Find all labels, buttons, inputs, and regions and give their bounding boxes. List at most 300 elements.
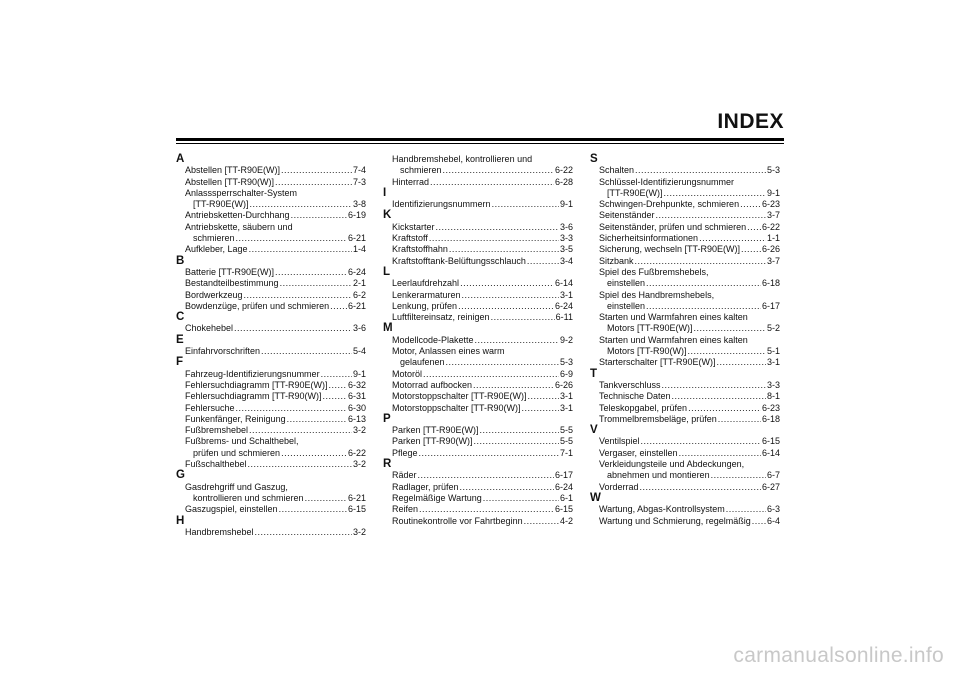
section-letter: L bbox=[383, 265, 391, 278]
entry-term: Fehlersuchdiagramm [TT-R90E(W)] bbox=[185, 379, 328, 390]
index-entry bbox=[383, 199, 573, 210]
dot-leader bbox=[717, 357, 766, 368]
page-number: 5-5 bbox=[559, 436, 573, 447]
page-number: 3-2 bbox=[352, 459, 366, 470]
entry-term: Fußschalthebel bbox=[185, 459, 247, 470]
index-entry bbox=[383, 346, 573, 369]
index-entry bbox=[590, 391, 780, 402]
entry-term: Lenkerarmaturen bbox=[392, 289, 461, 300]
page-number: 6-15 bbox=[761, 436, 780, 447]
entry-text: Spiel des Handbremshebels, bbox=[599, 289, 715, 300]
page-number: 6-22 bbox=[554, 165, 573, 176]
page-number: 6-22 bbox=[347, 447, 366, 458]
entry-term: Sicherung, wechseln [TT-R90E(W)] bbox=[599, 244, 741, 255]
index-entry bbox=[383, 470, 573, 481]
page-number: 6-14 bbox=[761, 447, 780, 458]
page-number: 6-18 bbox=[761, 278, 780, 289]
index-entry bbox=[383, 256, 573, 267]
entry-row bbox=[392, 380, 573, 391]
index-entry bbox=[590, 222, 780, 233]
index-entry bbox=[383, 312, 573, 323]
index-entry bbox=[176, 222, 366, 245]
dot-leader bbox=[640, 482, 761, 493]
entry-term: Wartung und Schmierung, regelmäßig bbox=[599, 515, 751, 526]
entry-term: kontrollieren und schmieren bbox=[193, 492, 304, 503]
section-letter: V bbox=[590, 424, 598, 437]
dot-leader bbox=[740, 199, 761, 210]
entry-term: Tankverschluss bbox=[599, 379, 661, 390]
dot-leader bbox=[641, 436, 761, 447]
dot-leader bbox=[321, 369, 352, 380]
section-letter: M bbox=[383, 322, 393, 335]
dot-leader bbox=[672, 391, 766, 402]
page-number: 5-3 bbox=[559, 357, 573, 368]
entry-row bbox=[599, 436, 780, 447]
dot-leader bbox=[250, 199, 352, 210]
entry-term: Seitenständer, prüfen und schmieren bbox=[599, 221, 747, 232]
entry-row bbox=[392, 482, 573, 493]
entry-row bbox=[185, 391, 366, 402]
section-letter: T bbox=[590, 367, 598, 380]
dot-leader bbox=[711, 470, 766, 481]
index-entry bbox=[590, 380, 780, 391]
entry-row bbox=[185, 414, 366, 425]
dot-leader bbox=[492, 199, 559, 210]
entry-text: Anlasssperrschalter-System bbox=[185, 187, 298, 198]
entry-row bbox=[599, 482, 780, 493]
entry-term: Leerlaufdrehzahl bbox=[392, 278, 460, 289]
index-entry bbox=[176, 210, 366, 221]
section-letter: C bbox=[176, 311, 185, 324]
entry-row bbox=[185, 177, 366, 188]
page-number: 3-1 bbox=[559, 289, 573, 300]
index-entry bbox=[590, 210, 780, 221]
entry-row bbox=[599, 165, 780, 176]
entry-row bbox=[185, 290, 366, 301]
page-number: 6-15 bbox=[347, 504, 366, 515]
dot-leader bbox=[244, 290, 352, 301]
entry-term: Abstellen [TT-R90E(W)] bbox=[185, 165, 281, 176]
entry-term: einstellen bbox=[607, 278, 646, 289]
page-number: 3-1 bbox=[559, 402, 573, 413]
entry-term: Fehlersuche bbox=[185, 402, 235, 413]
entry-term: Schwingen-Drehpunkte, schmieren bbox=[599, 199, 740, 210]
index-entry bbox=[383, 403, 573, 414]
index-entry bbox=[176, 391, 366, 402]
entry-row bbox=[392, 312, 573, 323]
entry-row bbox=[599, 278, 780, 289]
index-entry bbox=[590, 403, 780, 414]
entry-term: Teleskopgabel, prüfen bbox=[599, 402, 688, 413]
index-entry bbox=[176, 403, 366, 414]
dot-leader bbox=[281, 165, 352, 176]
page-number: 6-13 bbox=[347, 413, 366, 424]
page-number: 3-1 bbox=[766, 357, 780, 368]
page-number: 3-3 bbox=[559, 233, 573, 244]
page-number: 5-5 bbox=[559, 425, 573, 436]
entry-row bbox=[392, 436, 573, 447]
entry-term: Motorstoppschalter [TT-R90E(W)] bbox=[392, 391, 527, 402]
page-number: 6-19 bbox=[347, 210, 366, 221]
entry-term: Handbremshebel bbox=[185, 526, 254, 537]
entry-row bbox=[599, 448, 780, 459]
entry-term: Technische Daten bbox=[599, 391, 671, 402]
entry-term: Modellcode-Plakette bbox=[392, 334, 474, 345]
dot-leader bbox=[462, 290, 559, 301]
dot-leader bbox=[275, 177, 352, 188]
index-entry bbox=[383, 482, 573, 493]
dot-leader bbox=[436, 222, 559, 233]
entry-text: Motor, Anlassen eines warm bbox=[392, 346, 505, 357]
page-number: 6-24 bbox=[554, 300, 573, 311]
entry-term: Parken [TT-R90(W)] bbox=[392, 436, 473, 447]
entry-row bbox=[599, 188, 780, 199]
index-entry bbox=[176, 504, 366, 515]
index-entry bbox=[383, 448, 573, 459]
entry-row bbox=[392, 504, 573, 515]
dot-leader bbox=[287, 414, 347, 425]
page-number: 6-2 bbox=[352, 289, 366, 300]
entry-row bbox=[599, 414, 780, 425]
entry-row bbox=[392, 493, 573, 504]
index-entry bbox=[590, 516, 780, 527]
index-entry bbox=[590, 290, 780, 313]
dot-leader bbox=[656, 210, 766, 221]
page-number: 3-7 bbox=[766, 210, 780, 221]
entry-term: Fehlersuchdiagramm [TT-R90(W)] bbox=[185, 391, 322, 402]
entry-row bbox=[392, 177, 573, 188]
dot-leader bbox=[726, 504, 766, 515]
entry-row bbox=[392, 165, 573, 176]
entry-term: [TT-R90E(W)] bbox=[607, 187, 663, 198]
entry-row bbox=[599, 210, 780, 221]
index-entry bbox=[383, 493, 573, 504]
dot-leader bbox=[688, 403, 761, 414]
dot-leader bbox=[261, 346, 352, 357]
page-number: 4-2 bbox=[559, 515, 573, 526]
dot-leader bbox=[280, 278, 352, 289]
index-entry bbox=[590, 357, 780, 368]
index-entry bbox=[590, 233, 780, 244]
index-entry bbox=[383, 369, 573, 380]
entry-text: Schlüssel-Identifizierungsnummer bbox=[599, 176, 735, 187]
page-number: 5-4 bbox=[352, 346, 366, 357]
index-entry bbox=[383, 425, 573, 436]
dot-leader bbox=[475, 335, 559, 346]
entry-term: Fahrzeug-Identifizierungsnummer bbox=[185, 368, 320, 379]
page-number: 3-6 bbox=[559, 221, 573, 232]
index-entry bbox=[590, 312, 780, 335]
dot-leader bbox=[662, 380, 766, 391]
dot-leader bbox=[664, 188, 766, 199]
entry-row bbox=[185, 233, 366, 244]
entry-row bbox=[392, 391, 573, 402]
entry-row bbox=[392, 448, 573, 459]
entry-row bbox=[599, 233, 780, 244]
entry-term: schmieren bbox=[193, 233, 235, 244]
page-number: 6-7 bbox=[766, 470, 780, 481]
page-number: 6-23 bbox=[761, 402, 780, 413]
entry-row bbox=[185, 278, 366, 289]
dot-leader bbox=[522, 403, 559, 414]
entry-row bbox=[392, 244, 573, 255]
entry-row bbox=[599, 346, 780, 357]
dot-leader bbox=[423, 369, 559, 380]
dot-leader bbox=[305, 493, 347, 504]
entry-row bbox=[185, 425, 366, 436]
index-entry bbox=[590, 482, 780, 493]
dot-leader bbox=[449, 244, 559, 255]
dot-leader bbox=[635, 165, 766, 176]
page-number: 3-2 bbox=[352, 425, 366, 436]
entry-term: Kraftstoff bbox=[392, 233, 428, 244]
entry-row bbox=[185, 380, 366, 391]
entry-term: prüfen und schmieren bbox=[193, 447, 281, 458]
entry-term: Aufkleber, Lage bbox=[185, 244, 248, 255]
page-number: 6-21 bbox=[347, 300, 366, 311]
entry-row bbox=[185, 301, 366, 312]
entry-term: Motors [TT-R90E(W)] bbox=[607, 323, 693, 334]
index-entry bbox=[383, 436, 573, 447]
page-number: 6-21 bbox=[347, 233, 366, 244]
entry-term: Vergaser, einstellen bbox=[599, 447, 678, 458]
dot-leader bbox=[747, 222, 761, 233]
page-number: 3-1 bbox=[559, 391, 573, 402]
entry-row bbox=[392, 357, 573, 368]
entry-term: Trommelbremsbeläge, prüfen bbox=[599, 413, 717, 424]
entry-row bbox=[392, 233, 573, 244]
entry-row bbox=[185, 323, 366, 334]
entry-term: abnehmen und montieren bbox=[607, 470, 710, 481]
entry-term: Bowdenzüge, prüfen und schmieren bbox=[185, 300, 330, 311]
dot-leader bbox=[635, 256, 766, 267]
entry-term: Schalten bbox=[599, 165, 635, 176]
section-letter: I bbox=[383, 186, 387, 199]
entry-term: Hinterrad bbox=[392, 176, 430, 187]
page-number: 3-6 bbox=[352, 323, 366, 334]
section-letter: P bbox=[383, 412, 391, 425]
page-number: 1-1 bbox=[766, 233, 780, 244]
dot-leader bbox=[249, 425, 352, 436]
index-entry bbox=[590, 459, 780, 482]
page-number: 6-9 bbox=[559, 368, 573, 379]
entry-row bbox=[392, 335, 573, 346]
entry-term: Radlager, prüfen bbox=[392, 481, 459, 492]
page-number: 2-1 bbox=[352, 278, 366, 289]
index-entry bbox=[383, 278, 573, 289]
index-entry bbox=[383, 335, 573, 346]
dot-leader bbox=[473, 380, 554, 391]
index-entry bbox=[383, 516, 573, 527]
entry-row bbox=[185, 504, 366, 515]
dot-leader bbox=[234, 323, 352, 334]
entry-text: Fußbrems- und Schalthebel, bbox=[185, 436, 299, 447]
entry-row bbox=[185, 527, 366, 538]
entry-term: Antriebsketten-Durchhang bbox=[185, 210, 290, 221]
section-letter: W bbox=[590, 491, 601, 504]
entry-term: Kraftstoffhahn bbox=[392, 244, 448, 255]
entry-term: Starterschalter [TT-R90E(W)] bbox=[599, 357, 716, 368]
dot-leader bbox=[275, 267, 347, 278]
page-number: 9-2 bbox=[559, 334, 573, 345]
entry-row bbox=[392, 403, 573, 414]
entry-term: Motoröl bbox=[392, 368, 423, 379]
page-number: 3-5 bbox=[559, 244, 573, 255]
entry-row bbox=[599, 222, 780, 233]
index-entry bbox=[176, 278, 366, 289]
entry-term: Reifen bbox=[392, 504, 419, 515]
entry-row bbox=[392, 290, 573, 301]
dot-leader bbox=[646, 278, 761, 289]
page-number: 6-15 bbox=[554, 504, 573, 515]
entry-term: Luftfiltereinsatz, reinigen bbox=[392, 312, 490, 323]
dot-leader bbox=[330, 301, 347, 312]
page-number: 6-4 bbox=[766, 515, 780, 526]
page-number: 9-1 bbox=[559, 199, 573, 210]
entry-term: Motorrad aufbocken bbox=[392, 379, 473, 390]
index-entry bbox=[176, 380, 366, 391]
entry-text: Starten und Warmfahren eines kalten bbox=[599, 312, 748, 323]
entry-term: Bestandteilbestimmung bbox=[185, 278, 279, 289]
entry-term: Einfahrvorschriften bbox=[185, 346, 261, 357]
page-number: 5-2 bbox=[766, 323, 780, 334]
entry-row bbox=[599, 301, 780, 312]
entry-row bbox=[185, 369, 366, 380]
entry-term: Routinekontrolle vor Fahrtbeginn bbox=[392, 515, 523, 526]
index-entry bbox=[383, 244, 573, 255]
index-entry bbox=[590, 504, 780, 515]
entry-row bbox=[599, 199, 780, 210]
index-entry bbox=[176, 346, 366, 357]
entry-row bbox=[185, 403, 366, 414]
index-entry bbox=[383, 301, 573, 312]
entry-term: einstellen bbox=[607, 300, 646, 311]
index-entry bbox=[383, 290, 573, 301]
entry-row bbox=[599, 470, 780, 481]
entry-term: Sicherheitsinformationen bbox=[599, 233, 699, 244]
dot-leader bbox=[236, 233, 347, 244]
page-number: 6-17 bbox=[554, 470, 573, 481]
index-entry bbox=[383, 380, 573, 391]
entry-text: Starten und Warmfahren eines kalten bbox=[599, 334, 748, 345]
header-rule-thin bbox=[176, 143, 784, 144]
entry-term: Fußbremshebel bbox=[185, 425, 249, 436]
dot-leader bbox=[491, 312, 555, 323]
page-number: 6-14 bbox=[554, 278, 573, 289]
entry-term: Räder bbox=[392, 470, 417, 481]
dot-leader bbox=[679, 448, 761, 459]
page-number: 3-2 bbox=[352, 526, 366, 537]
entry-term: Lenkung, prüfen bbox=[392, 300, 458, 311]
page-number: 3-3 bbox=[766, 379, 780, 390]
dot-leader bbox=[429, 233, 559, 244]
page-number: 3-7 bbox=[766, 255, 780, 266]
dot-leader bbox=[281, 448, 347, 459]
index-entry bbox=[176, 290, 366, 301]
entry-row bbox=[392, 256, 573, 267]
page-number: 3-8 bbox=[352, 199, 366, 210]
dot-leader bbox=[741, 244, 761, 255]
dot-leader bbox=[291, 210, 347, 221]
dot-leader bbox=[443, 165, 554, 176]
entry-row bbox=[392, 222, 573, 233]
entry-row bbox=[599, 516, 780, 527]
page-number: 6-24 bbox=[554, 481, 573, 492]
entry-term: Funkenfänger, Reinigung bbox=[185, 413, 286, 424]
header-rule bbox=[176, 138, 784, 141]
page-number: 1-4 bbox=[352, 244, 366, 255]
index-entry bbox=[590, 414, 780, 425]
dot-leader bbox=[419, 448, 559, 459]
index-entry bbox=[590, 267, 780, 290]
section-letter: B bbox=[176, 254, 185, 267]
index-entry bbox=[176, 323, 366, 334]
entry-row bbox=[185, 493, 366, 504]
index-entry bbox=[383, 233, 573, 244]
index-entry bbox=[176, 527, 366, 538]
entry-row bbox=[185, 346, 366, 357]
index-entry bbox=[590, 165, 780, 176]
index-entry bbox=[176, 177, 366, 188]
entry-row bbox=[599, 380, 780, 391]
entry-term: Regelmäßige Wartung bbox=[392, 492, 482, 503]
dot-leader bbox=[460, 278, 554, 289]
index-entry bbox=[176, 425, 366, 436]
entry-row bbox=[392, 278, 573, 289]
entry-term: Chokehebel bbox=[185, 323, 234, 334]
section-letter: F bbox=[176, 356, 184, 369]
index-entry bbox=[590, 448, 780, 459]
index-entry bbox=[176, 414, 366, 425]
page-number: 5-1 bbox=[766, 346, 780, 357]
entry-row bbox=[392, 199, 573, 210]
dot-leader bbox=[483, 493, 559, 504]
index-column-3 bbox=[590, 154, 780, 527]
entry-term: gelaufenen bbox=[400, 357, 445, 368]
dot-leader bbox=[524, 516, 559, 527]
page-number: 6-32 bbox=[347, 379, 366, 390]
dot-leader bbox=[480, 425, 559, 436]
page-number: 6-22 bbox=[761, 221, 780, 232]
page-number: 6-26 bbox=[761, 244, 780, 255]
page-number: 6-23 bbox=[761, 199, 780, 210]
index-entry bbox=[383, 222, 573, 233]
entry-row bbox=[185, 459, 366, 470]
dot-leader bbox=[418, 470, 554, 481]
page-number: 8-1 bbox=[766, 391, 780, 402]
entry-text: Handbremshebel, kontrollieren und bbox=[392, 154, 533, 164]
index-entry bbox=[383, 154, 573, 177]
page-number: 7-3 bbox=[352, 176, 366, 187]
index-column-2 bbox=[383, 154, 573, 527]
page-number: 6-30 bbox=[347, 402, 366, 413]
entry-term: Parken [TT-R90E(W)] bbox=[392, 425, 479, 436]
index-entry bbox=[176, 165, 366, 176]
entry-term: Motorstoppschalter [TT-R90(W)] bbox=[392, 402, 521, 413]
entry-term: Gaszugspiel, einstellen bbox=[185, 504, 278, 515]
section-letter: G bbox=[176, 469, 185, 482]
entry-term: Motors [TT-R90(W)] bbox=[607, 346, 687, 357]
entry-text: Verkleidungsteile und Abdeckungen, bbox=[599, 459, 745, 470]
page-number: 6-1 bbox=[559, 492, 573, 503]
index-entry bbox=[590, 177, 780, 200]
index-entry bbox=[176, 301, 366, 312]
page-number: 6-11 bbox=[555, 312, 573, 323]
dot-leader bbox=[248, 459, 352, 470]
dot-leader bbox=[474, 436, 559, 447]
page-number: 9-1 bbox=[352, 368, 366, 379]
entry-row bbox=[392, 470, 573, 481]
